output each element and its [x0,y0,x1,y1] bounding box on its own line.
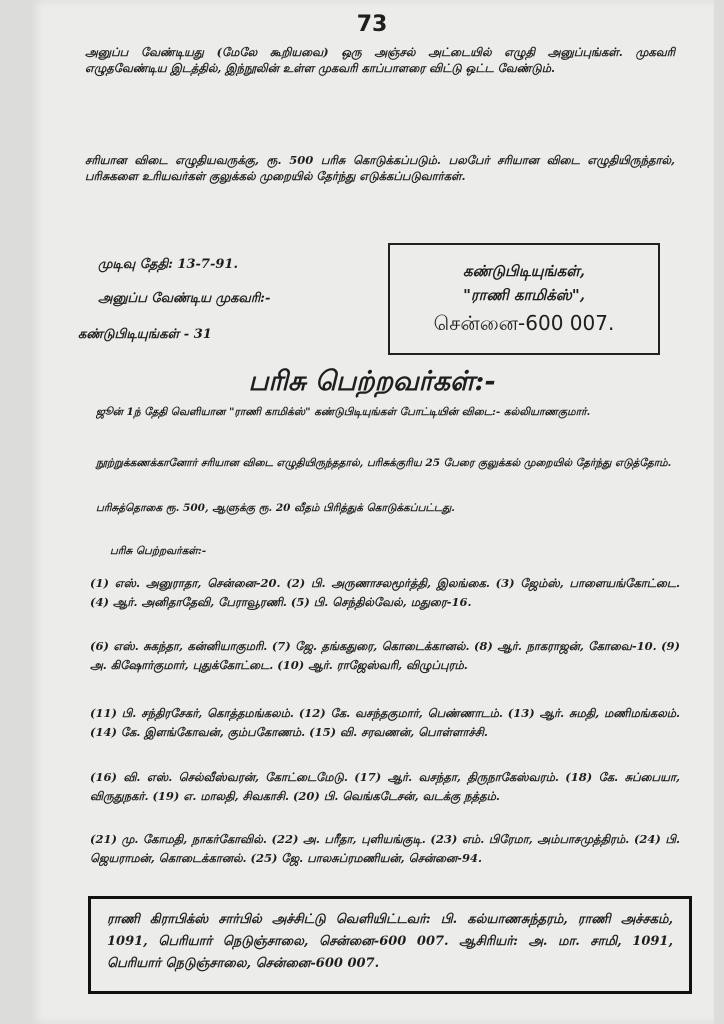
address-line-1: கண்டுபிடியுங்கள், [462,262,586,280]
publisher-box [88,896,692,994]
address-line-2: "ராணி காமிக்ஸ்", [463,286,585,304]
publisher-note: ராணி கிராபிக்ஸ் சார்பில் அச்சிட்டு வெளியிட்டவர்: பி. கல்யாணசுந்தரம், ராணி அச்சகம், 1091, பெரியார் நெடுஞ்சாலை, சென்னை-600 007. ஆசிரியர்: அ. மா. சாமி, 1091, பெரியார் நெடுஞ்சாலை, சென்னை-600 007. [107,912,673,971]
puzzle-count: கண்டுபிடியுங்கள் - 31 [78,327,212,342]
winners-heading: பரிசு பெற்றவர்கள்:- [248,366,496,397]
intro-paragraph: அனுப்ப வேண்டியது (மேலே கூறியவை) ஒரு அஞ்சல் அட்டையில் எழுதி அனுப்புங்கள். முகவரி எழுதவேண்டிய இடத்தில், இந்நூலின் உள்ள முகவரி காப்பாளரை விட்டு ஒட்ட வேண்டும். [85,45,675,75]
address-box [388,243,660,355]
last-date: முடிவு தேதி: 13-7-91. [98,257,238,272]
prize-paragraph: சரியான விடை எழுதியவருக்கு, ரூ. 500 பரிசு கொடுக்கப்படும். பலபேர் சரியான விடை எழுதியிருந்தால், பரிசுகளை உரியவர்கள் குலுக்கல் முறையில் தேர்ந்து எடுக்கப்படுவார்கள். [85,153,675,183]
winners-intro: ஜூன் 1ந் தேதி வெளியான "ராணி காமிக்ஸ்" கண்டுபிடியுங்கள் போட்டியின் விடை:- கல்லியாணகுமார். [96,406,591,418]
winners-label: பரிசு பெற்றவர்கள்:- [110,545,207,557]
magazine-page [30,0,714,1024]
winner-group: (11) பி. சந்திரசேகர், கொத்தமங்கலம். (12) கே. வசந்தகுமார், பெண்ணாடம். (13) ஆர். சுமதி, மணிமங்கலம். (14) கே. இளங்கோவன், கும்பகோணம். (15) வி. சரவணன், பொள்ளாச்சி. [90,706,680,739]
prize-split-note: பரிசுத்தொகை ரூ. 500, ஆளுக்கு ரூ. 20 வீதம் பிரித்துக் கொடுக்கப்பட்டது. [96,502,455,514]
winner-group: (1) எஸ். அனுராதா, சென்னை-20. (2) பி. அருணாசலமூர்த்தி, இலங்கை. (3) ஜேம்ஸ், பாளையங்கோட்டை. (4) ஆர். அனிதாதேவி, பேராவூரணி. (5) பி. செந்தில்வேல், மதுரை-16. [90,576,680,609]
winners-note: நூற்றுக்கணக்கானோர் சரியான விடை எழுதியிருந்ததால், பரிசுக்குரிய 25 பேரை குலுக்கல் முறையில் தேர்ந்து எடுத்தோம். [96,457,672,469]
winner-group: (21) மு. கோமதி, நாகர்கோவில். (22) அ. பரீதா, புளியங்குடி. (23) எம். பிரேமா, அம்பாசமுத்திரம். (24) பி. ஜெயராமன், கொடைக்கானல். (25) ஜே. பாலசுப்ரமணியன், சென்னை-94. [90,832,680,865]
page-number: 73 [356,12,388,37]
send-address-label: அனுப்ப வேண்டிய முகவரி:- [98,291,271,306]
winner-group: (6) எஸ். சுகந்தா, கன்னியாகுமரி. (7) ஜே. தங்கதுரை, கொடைக்கானல். (8) ஆர். நாகராஜன், கோவை-10. (9) அ. கிஷோர்குமார், புதுக்கோட்டை. (10) ஆர். ராஜேஸ்வரி, விழுப்புரம். [90,639,680,672]
address-line-3: சென்னை-600 007. [433,311,615,335]
winner-group: (16) வி. எஸ். செல்வீஸ்வரன், கோட்டைமேடு. (17) ஆர். வசந்தா, திருநாகேஸ்வரம். (18) கே. சுப்பையா, விருதுநகர். (19) எ. மாலதி, சிவகாசி. (20) பி. வெங்கடேசன், வடக்கு நத்தம். [90,770,680,803]
